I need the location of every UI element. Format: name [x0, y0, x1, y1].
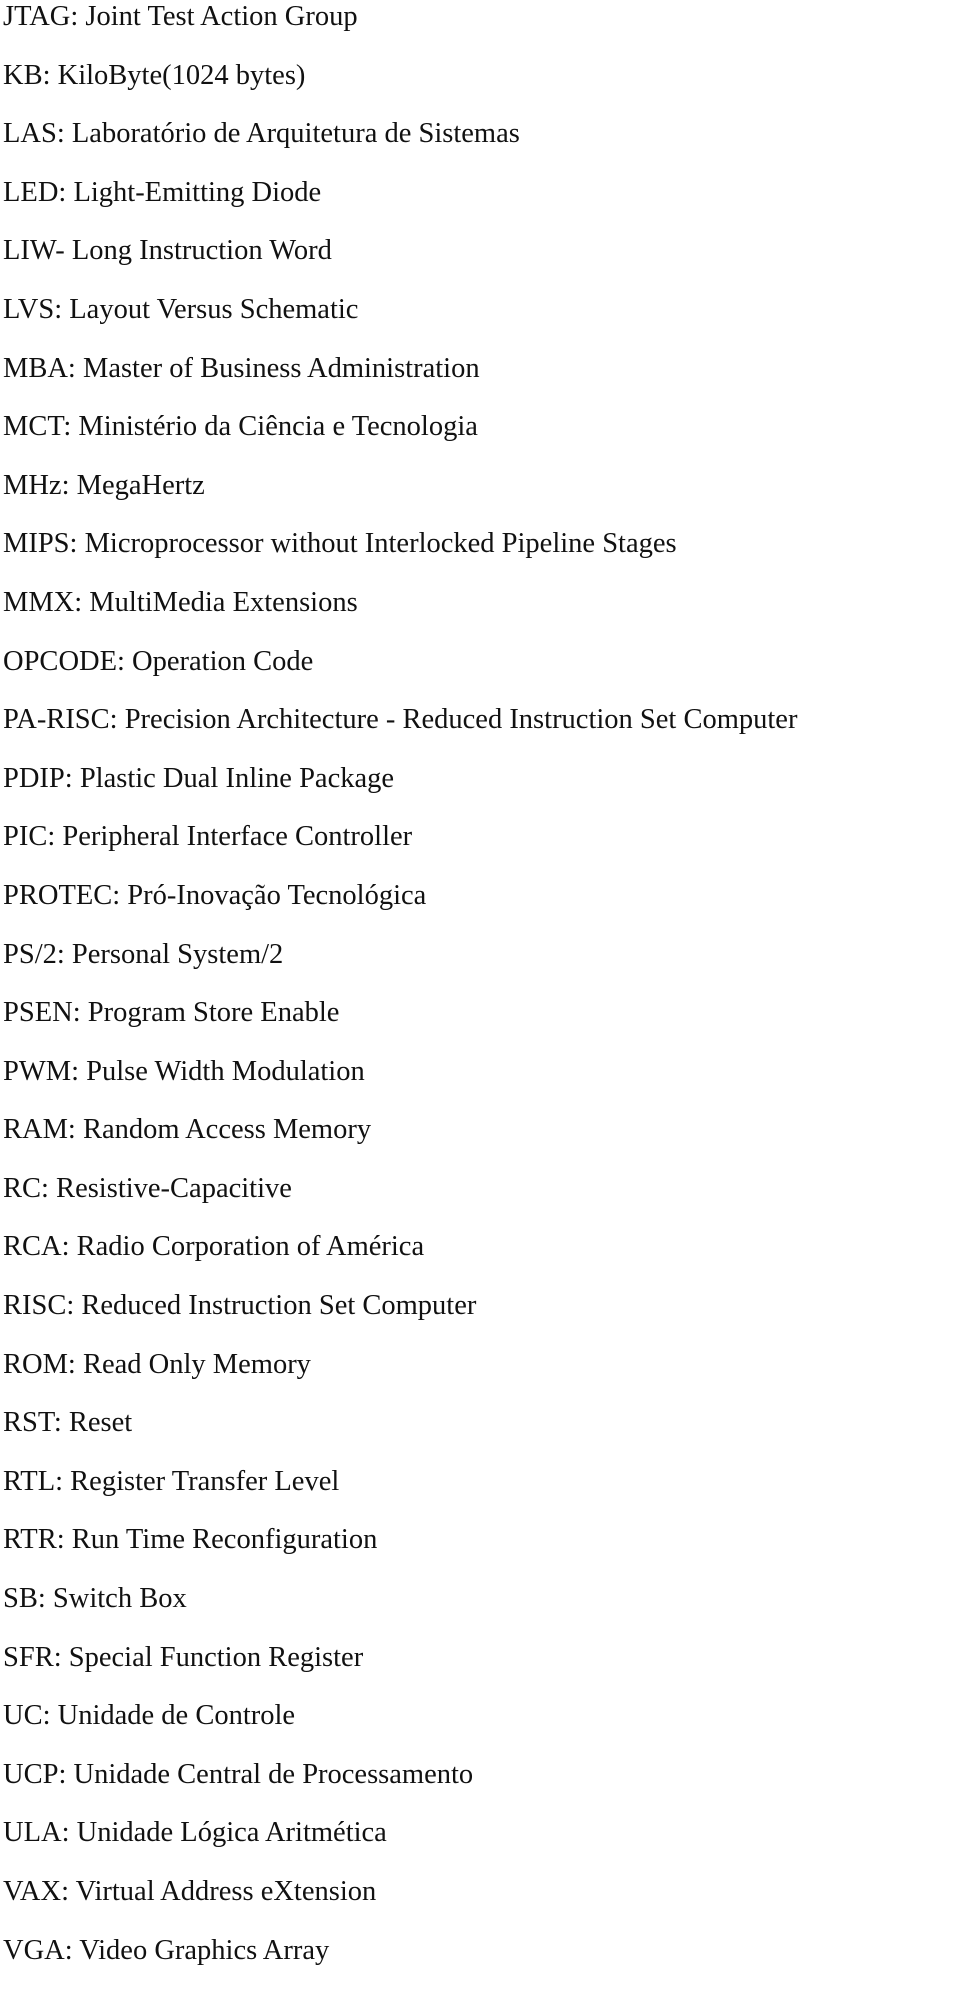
abbreviation-entry: PA-RISC: Precision Architecture - Reduced Instruction Set Computer — [3, 704, 798, 736]
abbreviation-entry: LIW- Long Instruction Word — [3, 235, 332, 267]
abbreviation-entry: MCT: Ministério da Ciência e Tecnologia — [3, 411, 478, 443]
abbreviation-entry: LVS: Layout Versus Schematic — [3, 293, 359, 325]
abbreviation-entry: ROM: Read Only Memory — [3, 1348, 311, 1380]
abbreviation-entry: RTR: Run Time Reconfiguration — [3, 1524, 378, 1556]
abbreviation-entry: MHz: MegaHertz — [3, 469, 205, 501]
abbreviation-entry: RCA: Radio Corporation of América — [3, 1231, 425, 1263]
abbreviation-entry: PWM: Pulse Width Modulation — [3, 1055, 365, 1087]
abbreviation-entry: OPCODE: Operation Code — [3, 645, 314, 677]
abbreviation-entry: SFR: Special Function Register — [3, 1641, 364, 1673]
abbreviation-entry: PROTEC: Pró-Inovação Tecnológica — [3, 879, 427, 911]
abbreviation-entry: RST: Reset — [3, 1407, 133, 1439]
abbreviation-entry: MIPS: Microprocessor without Interlocked Pipeline Stages — [3, 528, 677, 560]
abbreviation-entry: LED: Light-Emitting Diode — [3, 176, 322, 208]
abbreviation-entry: VGA: Video Graphics Array — [3, 1934, 330, 1966]
abbreviation-entry: PIC: Peripheral Interface Controller — [3, 821, 413, 853]
abbreviation-entry: SB: Switch Box — [3, 1583, 187, 1615]
abbreviation-entry: RAM: Random Access Memory — [3, 1114, 372, 1146]
abbreviation-entry: LAS: Laboratório de Arquitetura de Sistemas — [3, 118, 520, 150]
abbreviation-entry: PSEN: Program Store Enable — [3, 997, 340, 1029]
abbreviation-entry: PS/2: Personal System/2 — [3, 938, 284, 970]
abbreviation-entry: MMX: MultiMedia Extensions — [3, 586, 358, 618]
abbreviation-entry: RISC: Reduced Instruction Set Computer — [3, 1290, 477, 1322]
abbreviation-entry: UC: Unidade de Controle — [3, 1700, 296, 1732]
abbreviation-entry: RTL: Register Transfer Level — [3, 1465, 340, 1497]
abbreviation-entry: UCP: Unidade Central de Processamento — [3, 1758, 474, 1790]
abbreviation-entry: VAX: Virtual Address eXtension — [3, 1876, 377, 1907]
abbreviation-entry: MBA: Master of Business Administration — [3, 352, 480, 384]
abbreviation-entry: JTAG: Joint Test Action Group — [3, 1, 358, 32]
abbreviation-list — [3, 0, 797, 1992]
abbreviation-entry: ULA: Unidade Lógica Aritmética — [3, 1817, 387, 1849]
abbreviation-entry: PDIP: Plastic Dual Inline Package — [3, 762, 395, 794]
abbreviation-entry: KB: KiloByte(1024 bytes) — [3, 59, 306, 91]
abbreviation-entry: RC: Resistive-Capacitive — [3, 1172, 292, 1204]
